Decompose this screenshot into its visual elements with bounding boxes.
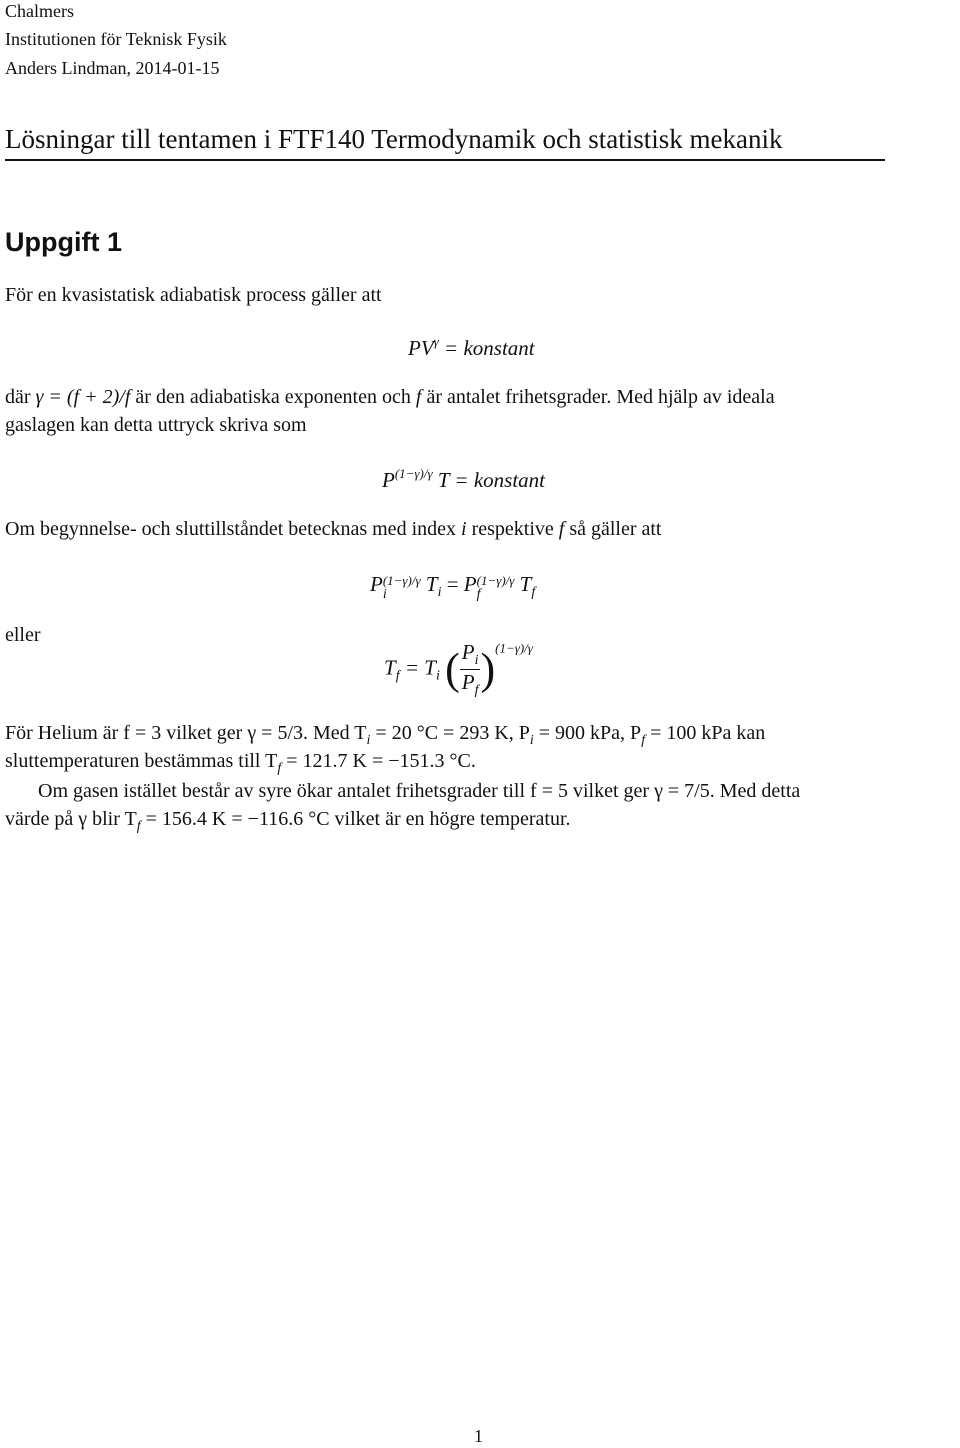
eq3-equals: = <box>446 572 459 596</box>
eq3-t-right: T <box>519 572 532 596</box>
equation-pv <box>408 334 535 361</box>
p3-i: i <box>461 518 467 540</box>
p6-line2-sub-f: f <box>136 819 141 834</box>
eq4-eq-ti: = T <box>404 655 436 680</box>
p3-c: så gäller att <box>569 518 662 540</box>
eq4-den-sub: f <box>474 683 479 698</box>
p3-f: f <box>558 518 565 540</box>
p5-d: = 100 kPa kan <box>645 722 766 744</box>
document-title: Lösningar till tentamen i FTF140 Termodynamik och statistisk mekanik <box>5 124 783 154</box>
eq3-p-right: P <box>463 572 477 596</box>
eq1-rhs: = konstant <box>444 336 535 360</box>
title-rule <box>5 159 885 161</box>
department: Institutionen för Teknisk Fysik <box>5 29 227 49</box>
eq3-sub-i-left: i <box>382 586 387 602</box>
p5-c: = 900 kPa, P <box>533 722 642 744</box>
eq3-sub-f-right: f <box>476 586 481 602</box>
eq3-left-scripts <box>383 573 421 600</box>
p5-sub-f: f <box>641 733 646 748</box>
p2-e: är antalet frihetsgrader. Med hjälp av ideala <box>426 386 775 408</box>
eq2-p: P <box>382 468 395 492</box>
equation-tf <box>384 640 533 699</box>
equation-pt <box>382 466 545 493</box>
p5-line2-sub-f: f <box>277 761 282 776</box>
eq3-right-scripts <box>477 573 515 600</box>
p5-a: För Helium är f = 3 vilket ger γ = 5/3. Med T <box>5 722 367 744</box>
eq3-sub-i: i <box>437 585 442 600</box>
paragraph-states <box>5 518 662 541</box>
eller-text: eller <box>5 624 41 646</box>
eq4-right-paren: ) <box>480 644 496 694</box>
eq4-num-p: P <box>461 640 475 664</box>
helium-paragraph-line2 <box>5 750 476 777</box>
eq4-sub-i: i <box>435 668 440 684</box>
oxygen-paragraph-line2 <box>5 808 571 835</box>
eq2-exp: (1−γ)/γ <box>394 466 433 481</box>
p2-f: f <box>415 386 422 408</box>
p6-line2-b: = 156.4 K = −116.6 °C vilket är en högre temperatur. <box>140 808 571 830</box>
eq4-denominator <box>460 670 481 699</box>
section-heading: Uppgift 1 <box>5 227 122 257</box>
eq4-num-sub: i <box>474 653 479 668</box>
intro-paragraph: För en kvasistatisk adiabatisk process gäller att <box>5 284 382 306</box>
p3-a: Om begynnelse- och sluttillståndet betecknas med index <box>5 518 456 540</box>
p2-gamma-def: γ = (f + 2)/f <box>35 386 131 408</box>
equation-states <box>370 572 535 601</box>
eq3-exp-left: (1−γ)/γ <box>382 572 421 588</box>
institution: Chalmers <box>5 1 74 21</box>
eq4-t: T <box>384 655 396 680</box>
eq4-sub-f: f <box>395 668 400 684</box>
paragraph-gamma-line2: gaslagen kan detta uttryck skriva som <box>5 414 307 436</box>
p5-line2-a: sluttemperaturen bestämmas till T <box>5 750 278 772</box>
eq3-exp-right: (1−γ)/γ <box>476 572 515 588</box>
eq4-exp: (1−γ)/γ <box>495 640 533 656</box>
p5-line2-b: = 121.7 K = −151.3 °C. <box>281 750 476 772</box>
eq3-t-left: T <box>425 572 438 596</box>
p5-sub-i2: i <box>529 733 534 748</box>
p2-a: där <box>5 386 31 408</box>
oxygen-paragraph-line1: Om gasen istället består av syre ökar antalet frihetsgrader till f = 5 vilket ger γ = 7/5. Med detta <box>38 780 801 802</box>
eq4-fraction <box>460 640 481 699</box>
paragraph-gamma <box>5 386 775 409</box>
p2-c: är den adiabatiska exponenten och <box>135 386 411 408</box>
eq2-rest: T = konstant <box>437 468 546 492</box>
eq1-lhs: PV <box>408 336 434 360</box>
page-number: 1 <box>474 1426 483 1446</box>
helium-paragraph-line1 <box>5 722 765 749</box>
p5-sub-i1: i <box>366 733 371 748</box>
p3-b: respektive <box>471 518 554 540</box>
author-date: Anders Lindman, 2014-01-15 <box>5 58 220 78</box>
eq4-numerator <box>460 640 481 670</box>
eq4-left-paren: ( <box>445 644 460 694</box>
eq1-exp: γ <box>433 334 439 349</box>
eq4-den-p: P <box>461 670 475 694</box>
eq3-sub-f: f <box>531 585 536 600</box>
eq3-p-left: P <box>370 572 383 596</box>
p5-b: = 20 °C = 293 K, P <box>370 722 530 744</box>
p6-line2-a: värde på γ blir T <box>5 808 137 830</box>
